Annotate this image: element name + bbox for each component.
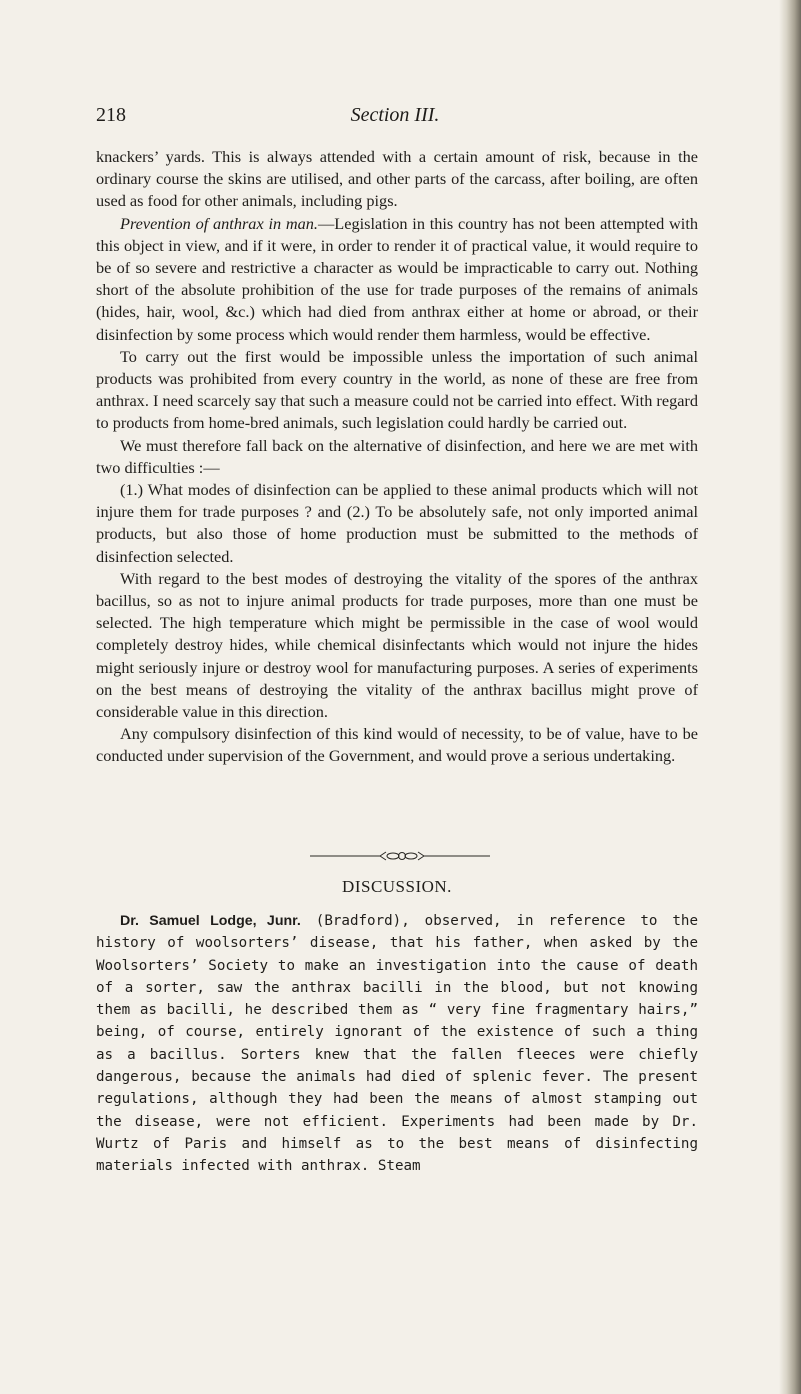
page-number: 218	[96, 104, 126, 126]
section-title: Section III.	[350, 104, 440, 126]
prevention-text: —Legislation in this country has not been attempted with this object in view, and if it were, in order to render it of practical value, it would require to be of so severe and restrictive a character as would be impracticable to carry out. Nothing short of the absolute prohibition of the use for trade purposes of the remains of animals (hides, hair, wool, &c.) which had died from anthrax either at home or abroad, or their disinfection by some process which would render them harmless, would be effective.	[96, 213, 698, 344]
paragraph-importation: To carry out the first would be impossible unless the importation of such animal products was prohibited from every country in the world, as none of these are free from anthrax. I need scarcely say that such a measure could not be carried into effect. With regard to products from home-bred animals, such legislation could hardly be carried out.	[96, 346, 698, 433]
discussion-body: (Bradford), observed, in reference to the history of woolsorters’ disease, that his father, when asked by the Woolsorters’ Society to make an investigation into the cause of death of a sorter, saw the anthrax bacilli in the blood, but not knowing them as bacilli, he described them as “ very fine fragmentary hairs,” being, of course, entirely ignorant of the existence of such a thing as a bacillus. Sorters knew that the fallen fleeces were chiefly dangerous, because the animals had died of splenic fever. The present regulations, although they had been the means of almost stamping out the disease, were not efficient. Experiments had been made by Dr. Wurtz of Paris and himself as to the best means of disinfecting materials infected with anthrax. Steam	[96, 913, 698, 1175]
ornamental-divider	[310, 849, 490, 863]
paragraph-alternative: We must therefore fall back on the alternative of disinfection, and here we are met with two difficulties :—	[96, 435, 698, 477]
paragraph-prevention	[96, 213, 698, 346]
discussion-paragraph	[96, 910, 698, 1178]
body-text	[96, 146, 698, 768]
page-edge-shadow	[779, 0, 801, 1394]
discussion-heading: DISCUSSION.	[342, 877, 452, 896]
paragraph-spores: With regard to the best modes of destroying the vitality of the spores of the anthrax bacillus, so as not to injure animal products for trade purposes, more than one must be selected. The high temperature which might be permissible in the case of wool would completely destroy hides, while chemical disinfectants which would not injure the hides might seriously injure or destroy wool for manufacturing purposes. A series of experiments on the best means of destroying the vitality of the anthrax bacillus might prove of considerable value in this direction.	[96, 568, 698, 722]
running-head	[96, 104, 694, 134]
prevention-heading: Prevention of anthrax in man.	[120, 213, 318, 233]
speaker-name: Dr. Samuel Lodge, Junr.	[120, 913, 301, 929]
paragraph-knackers-yards: knackers’ yards. This is always attended with a certain amount of risk, because in the ordinary course the skins are utilised, and other parts of the carcass, after boiling, are often used as food for other animals, including pigs.	[96, 147, 698, 211]
paragraph-compulsory: Any compulsory disinfection of this kind would of necessity, to be of value, have to be conducted under supervision of the Government, and would prove a serious undertaking.	[96, 724, 698, 766]
paragraph-difficulties: (1.) What modes of disinfection can be applied to these animal products which will not injure them for trade purposes ? and (2.) To be absolutely safe, not only imported animal products, but also those of home production must be submitted to the methods of disinfection selected.	[96, 480, 698, 566]
